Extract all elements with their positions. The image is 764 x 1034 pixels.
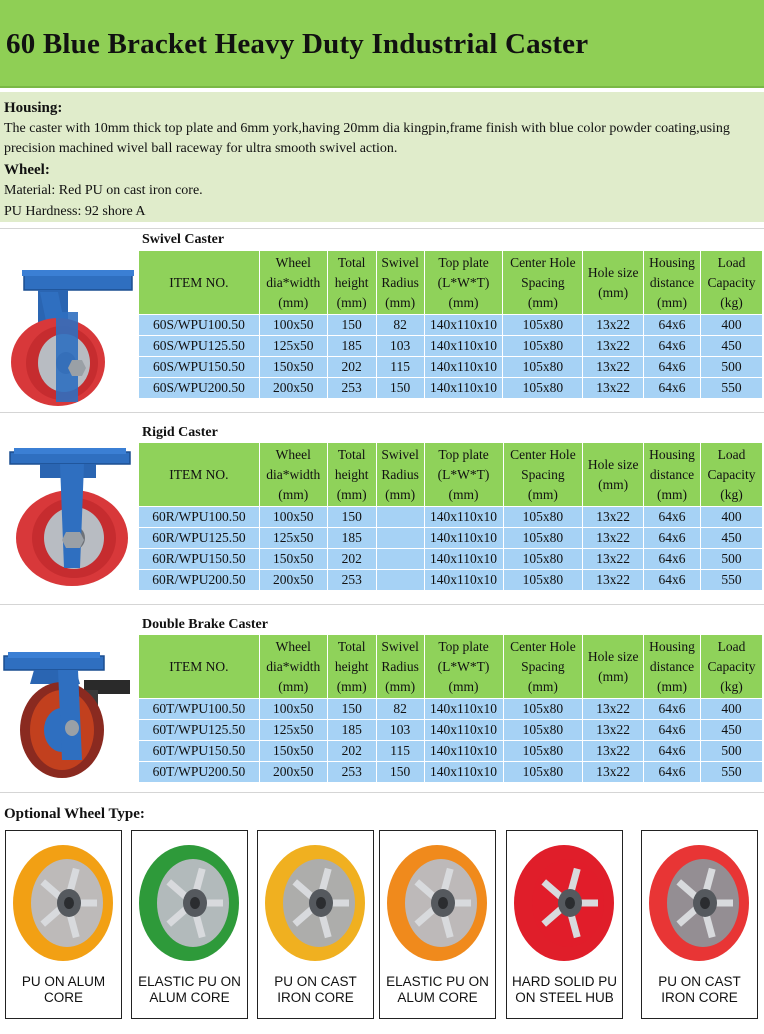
table-cell: 105x80 [503,315,583,336]
col-item: ITEM NO. [139,251,260,315]
col-top-plate: Top plate (L*W*T) (mm) [424,635,503,699]
wheel-photo [135,837,243,967]
table-cell: 13x22 [583,570,644,591]
table-cell: 64x6 [644,507,701,528]
table-cell: 60T/WPU200.50 [139,762,260,783]
table-cell: 60R/WPU100.50 [139,507,260,528]
table-cell: 200x50 [259,762,327,783]
wheel-photo [261,837,369,967]
table-cell: 60T/WPU125.50 [139,720,260,741]
col-load: Load Capacity (kg) [701,635,763,699]
table-cell: 100x50 [259,315,327,336]
table-cell: 450 [701,528,763,549]
wheel-type-label [642,974,757,1006]
wheel-label-line: ALUM CORE [149,990,230,1005]
table-cell: 64x6 [644,762,701,783]
wheel-label-line: PU ON CAST [658,974,741,989]
col-top-plate: Top plate (L*W*T) (mm) [424,251,503,315]
col-housing: Housing distance (mm) [644,443,701,507]
table-cell: 150 [327,315,376,336]
table-header-row [139,251,763,315]
table-cell: 140x110x10 [424,720,503,741]
wheel-label-line: ELASTIC PU ON [138,974,241,989]
wheel-photo [9,837,117,967]
table-cell: 60S/WPU200.50 [139,378,260,399]
table-cell: 150 [327,507,376,528]
table-cell: 82 [376,315,424,336]
title-banner [0,0,764,88]
table-cell: 125x50 [259,336,327,357]
table-cell: 105x80 [503,357,583,378]
table-row [139,507,763,528]
table-cell: 253 [327,762,376,783]
divider [0,604,764,605]
table-cell: 500 [701,549,763,570]
table-cell: 400 [701,315,763,336]
col-item: ITEM NO. [139,443,260,507]
table-cell: 64x6 [644,699,701,720]
col-load: Load Capacity (kg) [701,251,763,315]
table-cell: 105x80 [503,720,583,741]
table-cell: 100x50 [259,507,327,528]
table-row [139,315,763,336]
table-cell: 105x80 [503,762,583,783]
table-cell: 140x110x10 [424,315,503,336]
table-cell: 400 [701,699,763,720]
wheel-label-line: ELASTIC PU ON [386,974,489,989]
wheel-type-label [132,974,247,1006]
wheel-photo [510,837,618,967]
wheel-type-label [6,974,121,1006]
wheel-type-card [5,830,122,1019]
table-cell: 150x50 [259,741,327,762]
table-cell: 115 [376,357,424,378]
table-cell: 140x110x10 [424,699,503,720]
table-cell: 13x22 [583,762,644,783]
table-cell: 13x22 [583,549,644,570]
wheel-label-line: PU ON ALUM [21,974,106,989]
rigid-caster-image [0,418,136,593]
wheel-material: Material: Red PU on cast iron core. [4,182,203,198]
table-cell: 60R/WPU150.50 [139,549,260,570]
table-cell: 450 [701,336,763,357]
table-cell: 450 [701,720,763,741]
wheel-type-label [507,974,622,1006]
table-cell: 103 [376,336,424,357]
table-cell: 64x6 [644,336,701,357]
wheel-type-card [257,830,374,1019]
wheel-type-label [380,974,495,1006]
spec-table-double-brake [138,634,763,783]
col-top-plate: Top plate (L*W*T) (mm) [424,443,503,507]
table-cell: 200x50 [259,570,327,591]
col-radius: Swivel Radius (mm) [376,251,424,315]
table-cell: 82 [376,699,424,720]
table-cell: 202 [327,741,376,762]
table-cell: 13x22 [583,528,644,549]
table-cell: 150 [376,762,424,783]
wheel-label-line: ON STEEL HUB [515,990,614,1005]
col-hole-size: Hole size (mm) [583,635,644,699]
wheel-label-line: PU ON CAST [274,974,357,989]
table-cell: 105x80 [503,699,583,720]
wheel-label-line: IRON CORE [277,990,354,1005]
table-cell: 60T/WPU100.50 [139,699,260,720]
table-cell: 105x80 [503,378,583,399]
col-hole-size: Hole size (mm) [583,251,644,315]
col-radius: Swivel Radius (mm) [376,635,424,699]
table-cell: 125x50 [259,528,327,549]
table-cell: 253 [327,378,376,399]
table-cell: 60R/WPU125.50 [139,528,260,549]
wheel-heading: Wheel: [4,162,50,179]
table-cell: 64x6 [644,528,701,549]
double-brake-caster-image [0,610,136,785]
table-cell: 13x22 [583,336,644,357]
table-header-row [139,635,763,699]
table-header-row [139,443,763,507]
table-cell: 64x6 [644,741,701,762]
table-cell: 140x110x10 [424,549,503,570]
wheel-type-card [131,830,248,1019]
table-cell: 200x50 [259,378,327,399]
col-height: Total height (mm) [327,443,376,507]
product-description [0,92,764,222]
col-radius: Swivel Radius (mm) [376,443,424,507]
table-row [139,528,763,549]
table-cell: 60S/WPU150.50 [139,357,260,378]
table-cell: 60R/WPU200.50 [139,570,260,591]
table-cell: 13x22 [583,378,644,399]
table-row [139,741,763,762]
wheel-label-line: IRON CORE [661,990,738,1005]
table-row [139,699,763,720]
table-cell [376,528,424,549]
wheel-label-line: CORE [43,990,83,1005]
col-spacing: Center Hole Spacing (mm) [503,251,583,315]
divider [0,228,764,229]
table-row [139,378,763,399]
table-cell: 100x50 [259,699,327,720]
table-cell: 64x6 [644,570,701,591]
wheel-photo [383,837,491,967]
table-cell: 105x80 [503,507,583,528]
col-wheel: Wheel dia*width (mm) [259,443,327,507]
table-cell: 13x22 [583,699,644,720]
table-cell: 140x110x10 [424,528,503,549]
table-cell: 140x110x10 [424,507,503,528]
table-cell: 64x6 [644,720,701,741]
wheel-axle-hole [565,897,575,909]
table-cell: 64x6 [644,357,701,378]
table-cell: 64x6 [644,315,701,336]
table-cell: 140x110x10 [424,762,503,783]
table-cell: 185 [327,720,376,741]
table-cell: 140x110x10 [424,570,503,591]
table-cell: 13x22 [583,720,644,741]
table-cell: 500 [701,741,763,762]
wheel-type-card [379,830,496,1019]
col-wheel: Wheel dia*width (mm) [259,635,327,699]
divider [0,792,764,793]
table-cell: 13x22 [583,357,644,378]
table-cell: 140x110x10 [424,378,503,399]
table-cell: 103 [376,720,424,741]
wheel-label-line: HARD SOLID PU [511,974,618,989]
col-hole-size: Hole size (mm) [583,443,644,507]
table-cell: 60S/WPU100.50 [139,315,260,336]
table-cell: 140x110x10 [424,336,503,357]
table-cell: 185 [327,528,376,549]
table-cell: 125x50 [259,720,327,741]
table-cell: 60S/WPU125.50 [139,336,260,357]
table-cell: 253 [327,570,376,591]
divider [0,412,764,413]
table-cell: 60T/WPU150.50 [139,741,260,762]
col-item: ITEM NO. [139,635,260,699]
wheel-axle-hole [438,897,448,909]
col-housing: Housing distance (mm) [644,635,701,699]
table-cell: 550 [701,378,763,399]
table-row [139,720,763,741]
table-cell: 105x80 [503,336,583,357]
table-cell [376,549,424,570]
wheel-label-line: ALUM CORE [397,990,478,1005]
spec-table-rigid [138,442,763,591]
wheel-type-card [506,830,623,1019]
table-cell: 105x80 [503,528,583,549]
wheel-axle-hole [64,897,74,909]
wheel-axle-hole [190,897,200,909]
wheel-type-label [258,974,373,1006]
table-cell: 150 [376,378,424,399]
optional-wheel-title: Optional Wheel Type: [4,806,145,822]
table-cell: 140x110x10 [424,741,503,762]
col-height: Total height (mm) [327,251,376,315]
table-cell: 13x22 [583,741,644,762]
col-spacing: Center Hole Spacing (mm) [503,443,583,507]
table-cell: 105x80 [503,549,583,570]
wheel-axle-hole [700,897,710,909]
table-row [139,549,763,570]
table-cell: 13x22 [583,315,644,336]
table-row [139,762,763,783]
housing-heading: Housing: [4,100,63,116]
housing-text: The caster with 10mm thick top plate and 6mm york,having 20mm dia kingpin,frame finish with blue color powder coating,using precision machined wivel ball raceway for ultra smooth swivel action. [4,120,730,157]
table-cell [376,507,424,528]
wheel-hardness: PU Hardness: 92 shore A [4,203,146,219]
page-title: 60 Blue Bracket Heavy Duty Industrial Caster [6,28,589,60]
table-cell [376,570,424,591]
table-cell: 140x110x10 [424,357,503,378]
table-cell: 64x6 [644,378,701,399]
table-cell: 150 [327,699,376,720]
col-housing: Housing distance (mm) [644,251,701,315]
table-cell: 64x6 [644,549,701,570]
section-title-rigid: Rigid Caster [142,425,218,440]
table-cell: 550 [701,570,763,591]
section-title-swivel: Swivel Caster [142,232,225,247]
wheel-photo [645,837,753,967]
section-title-double-brake: Double Brake Caster [142,617,268,632]
table-cell: 105x80 [503,741,583,762]
table-cell: 105x80 [503,570,583,591]
table-row [139,336,763,357]
table-cell: 115 [376,741,424,762]
table-cell: 500 [701,357,763,378]
col-height: Total height (mm) [327,635,376,699]
swivel-caster-image [0,232,136,407]
spec-table-swivel [138,250,763,399]
table-cell: 202 [327,549,376,570]
table-cell: 400 [701,507,763,528]
table-row [139,357,763,378]
col-wheel: Wheel dia*width (mm) [259,251,327,315]
table-cell: 202 [327,357,376,378]
table-cell: 150x50 [259,357,327,378]
table-cell: 13x22 [583,507,644,528]
wheel-axle-hole [316,897,326,909]
wheel-type-card [641,830,758,1019]
col-load: Load Capacity (kg) [701,443,763,507]
table-row [139,570,763,591]
table-cell: 150x50 [259,549,327,570]
table-cell: 550 [701,762,763,783]
col-spacing: Center Hole Spacing (mm) [503,635,583,699]
table-cell: 185 [327,336,376,357]
